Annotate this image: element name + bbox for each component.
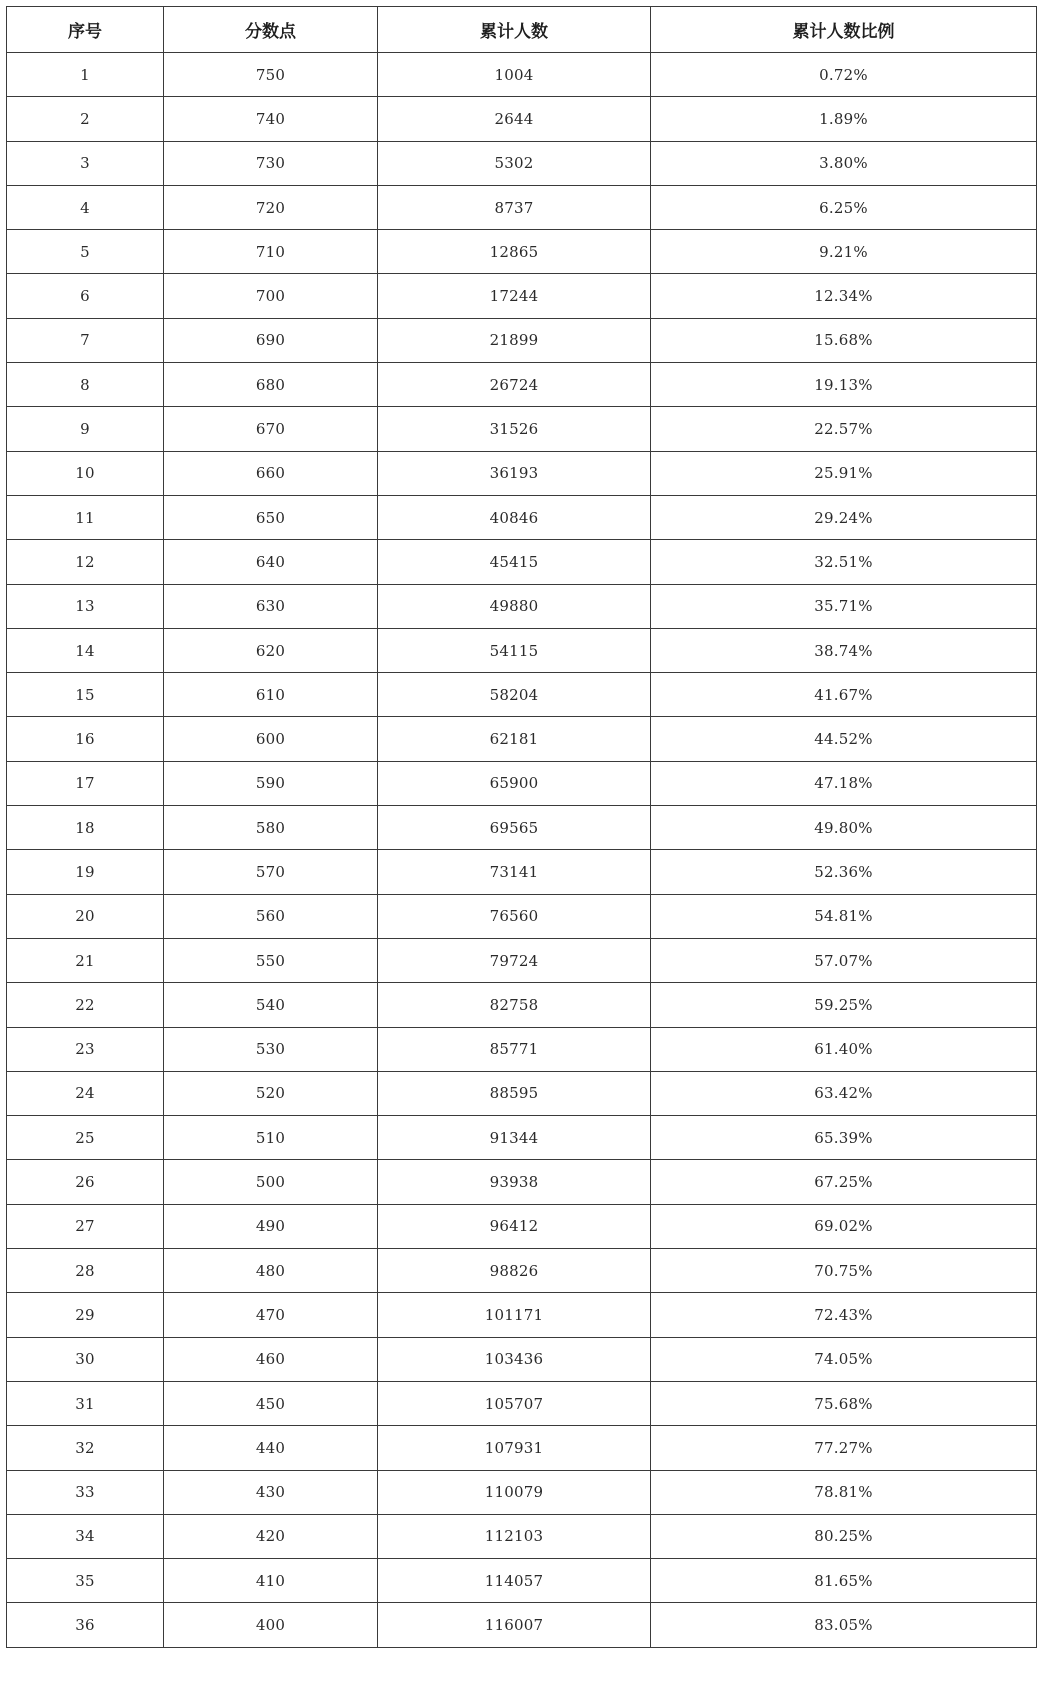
table-row xyxy=(7,1071,1037,1115)
cell-score: 720 xyxy=(164,185,378,229)
cell-cumulative-ratio: 52.36% xyxy=(651,850,1037,894)
cell-score: 450 xyxy=(164,1381,378,1425)
cell-cumulative-ratio: 6.25% xyxy=(651,185,1037,229)
cell-index: 32 xyxy=(7,1426,164,1470)
cell-cumulative-count: 5302 xyxy=(378,141,651,185)
cell-cumulative-count: 101171 xyxy=(378,1293,651,1337)
table-row xyxy=(7,1027,1037,1071)
table-row xyxy=(7,1559,1037,1603)
cell-index: 21 xyxy=(7,938,164,982)
cell-cumulative-ratio: 57.07% xyxy=(651,938,1037,982)
table-row xyxy=(7,540,1037,584)
cell-index: 12 xyxy=(7,540,164,584)
cell-index: 13 xyxy=(7,584,164,628)
table-row xyxy=(7,407,1037,451)
cell-cumulative-count: 96412 xyxy=(378,1204,651,1248)
cell-index: 2 xyxy=(7,97,164,141)
table-row xyxy=(7,806,1037,850)
cell-score: 430 xyxy=(164,1470,378,1514)
cell-cumulative-ratio: 1.89% xyxy=(651,97,1037,141)
cell-index: 5 xyxy=(7,230,164,274)
table-row xyxy=(7,1603,1037,1647)
cell-score: 630 xyxy=(164,584,378,628)
cell-cumulative-ratio: 69.02% xyxy=(651,1204,1037,1248)
cell-cumulative-ratio: 9.21% xyxy=(651,230,1037,274)
table-row xyxy=(7,938,1037,982)
cell-cumulative-count: 45415 xyxy=(378,540,651,584)
cell-score: 580 xyxy=(164,806,378,850)
cell-cumulative-count: 17244 xyxy=(378,274,651,318)
table-row xyxy=(7,495,1037,539)
cell-index: 1 xyxy=(7,53,164,97)
cell-cumulative-count: 76560 xyxy=(378,894,651,938)
cell-score: 710 xyxy=(164,230,378,274)
cell-index: 20 xyxy=(7,894,164,938)
cell-score: 740 xyxy=(164,97,378,141)
cell-index: 15 xyxy=(7,673,164,717)
cell-cumulative-count: 103436 xyxy=(378,1337,651,1381)
cell-cumulative-count: 62181 xyxy=(378,717,651,761)
cell-cumulative-count: 114057 xyxy=(378,1559,651,1603)
cell-score: 550 xyxy=(164,938,378,982)
cell-cumulative-count: 112103 xyxy=(378,1514,651,1558)
cell-cumulative-count: 8737 xyxy=(378,185,651,229)
cell-index: 33 xyxy=(7,1470,164,1514)
score-distribution-table-container xyxy=(6,6,1036,1648)
cell-cumulative-ratio: 63.42% xyxy=(651,1071,1037,1115)
cell-cumulative-ratio: 75.68% xyxy=(651,1381,1037,1425)
cell-score: 750 xyxy=(164,53,378,97)
cell-score: 470 xyxy=(164,1293,378,1337)
cell-index: 3 xyxy=(7,141,164,185)
table-row xyxy=(7,1249,1037,1293)
cell-cumulative-count: 98826 xyxy=(378,1249,651,1293)
cell-score: 570 xyxy=(164,850,378,894)
table-row xyxy=(7,1337,1037,1381)
cell-cumulative-ratio: 49.80% xyxy=(651,806,1037,850)
table-row xyxy=(7,318,1037,362)
cell-index: 17 xyxy=(7,761,164,805)
table-row xyxy=(7,230,1037,274)
cell-score: 530 xyxy=(164,1027,378,1071)
cell-score: 650 xyxy=(164,495,378,539)
cell-cumulative-ratio: 41.67% xyxy=(651,673,1037,717)
cell-cumulative-ratio: 22.57% xyxy=(651,407,1037,451)
cell-cumulative-count: 31526 xyxy=(378,407,651,451)
cell-index: 7 xyxy=(7,318,164,362)
cell-cumulative-count: 105707 xyxy=(378,1381,651,1425)
cell-cumulative-count: 12865 xyxy=(378,230,651,274)
cell-index: 25 xyxy=(7,1116,164,1160)
cell-cumulative-ratio: 77.27% xyxy=(651,1426,1037,1470)
header-score: 分数点 xyxy=(164,7,378,53)
table-row xyxy=(7,274,1037,318)
cell-score: 640 xyxy=(164,540,378,584)
cell-cumulative-ratio: 72.43% xyxy=(651,1293,1037,1337)
table-row xyxy=(7,761,1037,805)
cell-cumulative-count: 1004 xyxy=(378,53,651,97)
cell-score: 460 xyxy=(164,1337,378,1381)
cell-index: 24 xyxy=(7,1071,164,1115)
cell-index: 18 xyxy=(7,806,164,850)
cell-score: 660 xyxy=(164,451,378,495)
cell-index: 14 xyxy=(7,628,164,672)
table-row xyxy=(7,1116,1037,1160)
table-header-row xyxy=(7,7,1037,53)
cell-cumulative-count: 58204 xyxy=(378,673,651,717)
cell-cumulative-ratio: 0.72% xyxy=(651,53,1037,97)
cell-cumulative-ratio: 65.39% xyxy=(651,1116,1037,1160)
cell-cumulative-count: 85771 xyxy=(378,1027,651,1071)
cell-index: 16 xyxy=(7,717,164,761)
header-index: 序号 xyxy=(7,7,164,53)
cell-score: 690 xyxy=(164,318,378,362)
cell-score: 490 xyxy=(164,1204,378,1248)
table-row xyxy=(7,894,1037,938)
cell-cumulative-ratio: 32.51% xyxy=(651,540,1037,584)
cell-cumulative-ratio: 38.74% xyxy=(651,628,1037,672)
cell-cumulative-ratio: 35.71% xyxy=(651,584,1037,628)
cell-cumulative-count: 107931 xyxy=(378,1426,651,1470)
cell-score: 620 xyxy=(164,628,378,672)
cell-index: 26 xyxy=(7,1160,164,1204)
cell-cumulative-count: 82758 xyxy=(378,983,651,1027)
cell-index: 9 xyxy=(7,407,164,451)
cell-index: 29 xyxy=(7,1293,164,1337)
table-row xyxy=(7,363,1037,407)
table-row xyxy=(7,850,1037,894)
score-distribution-table xyxy=(6,6,1037,1648)
cell-index: 10 xyxy=(7,451,164,495)
cell-index: 28 xyxy=(7,1249,164,1293)
table-row xyxy=(7,584,1037,628)
cell-index: 11 xyxy=(7,495,164,539)
cell-cumulative-count: 2644 xyxy=(378,97,651,141)
table-row xyxy=(7,983,1037,1027)
table-row xyxy=(7,1204,1037,1248)
header-cumulative-ratio: 累计人数比例 xyxy=(651,7,1037,53)
cell-cumulative-ratio: 81.65% xyxy=(651,1559,1037,1603)
cell-index: 19 xyxy=(7,850,164,894)
cell-cumulative-count: 91344 xyxy=(378,1116,651,1160)
cell-cumulative-ratio: 12.34% xyxy=(651,274,1037,318)
cell-index: 36 xyxy=(7,1603,164,1647)
cell-cumulative-count: 88595 xyxy=(378,1071,651,1115)
cell-cumulative-ratio: 19.13% xyxy=(651,363,1037,407)
cell-score: 600 xyxy=(164,717,378,761)
cell-score: 590 xyxy=(164,761,378,805)
cell-score: 680 xyxy=(164,363,378,407)
table-row xyxy=(7,1426,1037,1470)
table-row xyxy=(7,1160,1037,1204)
cell-cumulative-ratio: 83.05% xyxy=(651,1603,1037,1647)
cell-cumulative-ratio: 15.68% xyxy=(651,318,1037,362)
cell-index: 35 xyxy=(7,1559,164,1603)
cell-cumulative-count: 26724 xyxy=(378,363,651,407)
cell-cumulative-ratio: 61.40% xyxy=(651,1027,1037,1071)
cell-score: 540 xyxy=(164,983,378,1027)
cell-cumulative-count: 54115 xyxy=(378,628,651,672)
table-row xyxy=(7,1293,1037,1337)
cell-index: 23 xyxy=(7,1027,164,1071)
cell-index: 27 xyxy=(7,1204,164,1248)
cell-cumulative-ratio: 25.91% xyxy=(651,451,1037,495)
cell-cumulative-count: 65900 xyxy=(378,761,651,805)
cell-cumulative-count: 40846 xyxy=(378,495,651,539)
cell-score: 400 xyxy=(164,1603,378,1647)
cell-score: 420 xyxy=(164,1514,378,1558)
cell-cumulative-ratio: 44.52% xyxy=(651,717,1037,761)
cell-score: 440 xyxy=(164,1426,378,1470)
cell-score: 610 xyxy=(164,673,378,717)
cell-index: 30 xyxy=(7,1337,164,1381)
cell-cumulative-ratio: 54.81% xyxy=(651,894,1037,938)
cell-cumulative-count: 73141 xyxy=(378,850,651,894)
cell-score: 500 xyxy=(164,1160,378,1204)
table-row xyxy=(7,1381,1037,1425)
cell-index: 6 xyxy=(7,274,164,318)
cell-cumulative-count: 49880 xyxy=(378,584,651,628)
cell-index: 22 xyxy=(7,983,164,1027)
table-row xyxy=(7,97,1037,141)
cell-cumulative-ratio: 29.24% xyxy=(651,495,1037,539)
cell-cumulative-ratio: 70.75% xyxy=(651,1249,1037,1293)
table-row xyxy=(7,1470,1037,1514)
cell-score: 670 xyxy=(164,407,378,451)
cell-score: 730 xyxy=(164,141,378,185)
cell-cumulative-count: 116007 xyxy=(378,1603,651,1647)
cell-cumulative-count: 36193 xyxy=(378,451,651,495)
table-row xyxy=(7,451,1037,495)
cell-index: 8 xyxy=(7,363,164,407)
cell-cumulative-ratio: 59.25% xyxy=(651,983,1037,1027)
cell-score: 520 xyxy=(164,1071,378,1115)
cell-cumulative-ratio: 47.18% xyxy=(651,761,1037,805)
cell-score: 560 xyxy=(164,894,378,938)
table-body xyxy=(7,53,1037,1648)
table-row xyxy=(7,53,1037,97)
cell-index: 31 xyxy=(7,1381,164,1425)
cell-index: 4 xyxy=(7,185,164,229)
cell-cumulative-ratio: 3.80% xyxy=(651,141,1037,185)
table-row xyxy=(7,673,1037,717)
cell-cumulative-count: 21899 xyxy=(378,318,651,362)
cell-cumulative-count: 93938 xyxy=(378,1160,651,1204)
cell-cumulative-ratio: 67.25% xyxy=(651,1160,1037,1204)
cell-score: 700 xyxy=(164,274,378,318)
table-row xyxy=(7,141,1037,185)
table-row xyxy=(7,185,1037,229)
cell-index: 34 xyxy=(7,1514,164,1558)
table-row xyxy=(7,1514,1037,1558)
cell-score: 480 xyxy=(164,1249,378,1293)
cell-cumulative-ratio: 74.05% xyxy=(651,1337,1037,1381)
header-cumulative-count: 累计人数 xyxy=(378,7,651,53)
cell-cumulative-count: 69565 xyxy=(378,806,651,850)
table-row xyxy=(7,628,1037,672)
cell-score: 510 xyxy=(164,1116,378,1160)
cell-cumulative-count: 110079 xyxy=(378,1470,651,1514)
table-row xyxy=(7,717,1037,761)
cell-cumulative-ratio: 78.81% xyxy=(651,1470,1037,1514)
cell-cumulative-count: 79724 xyxy=(378,938,651,982)
cell-cumulative-ratio: 80.25% xyxy=(651,1514,1037,1558)
cell-score: 410 xyxy=(164,1559,378,1603)
